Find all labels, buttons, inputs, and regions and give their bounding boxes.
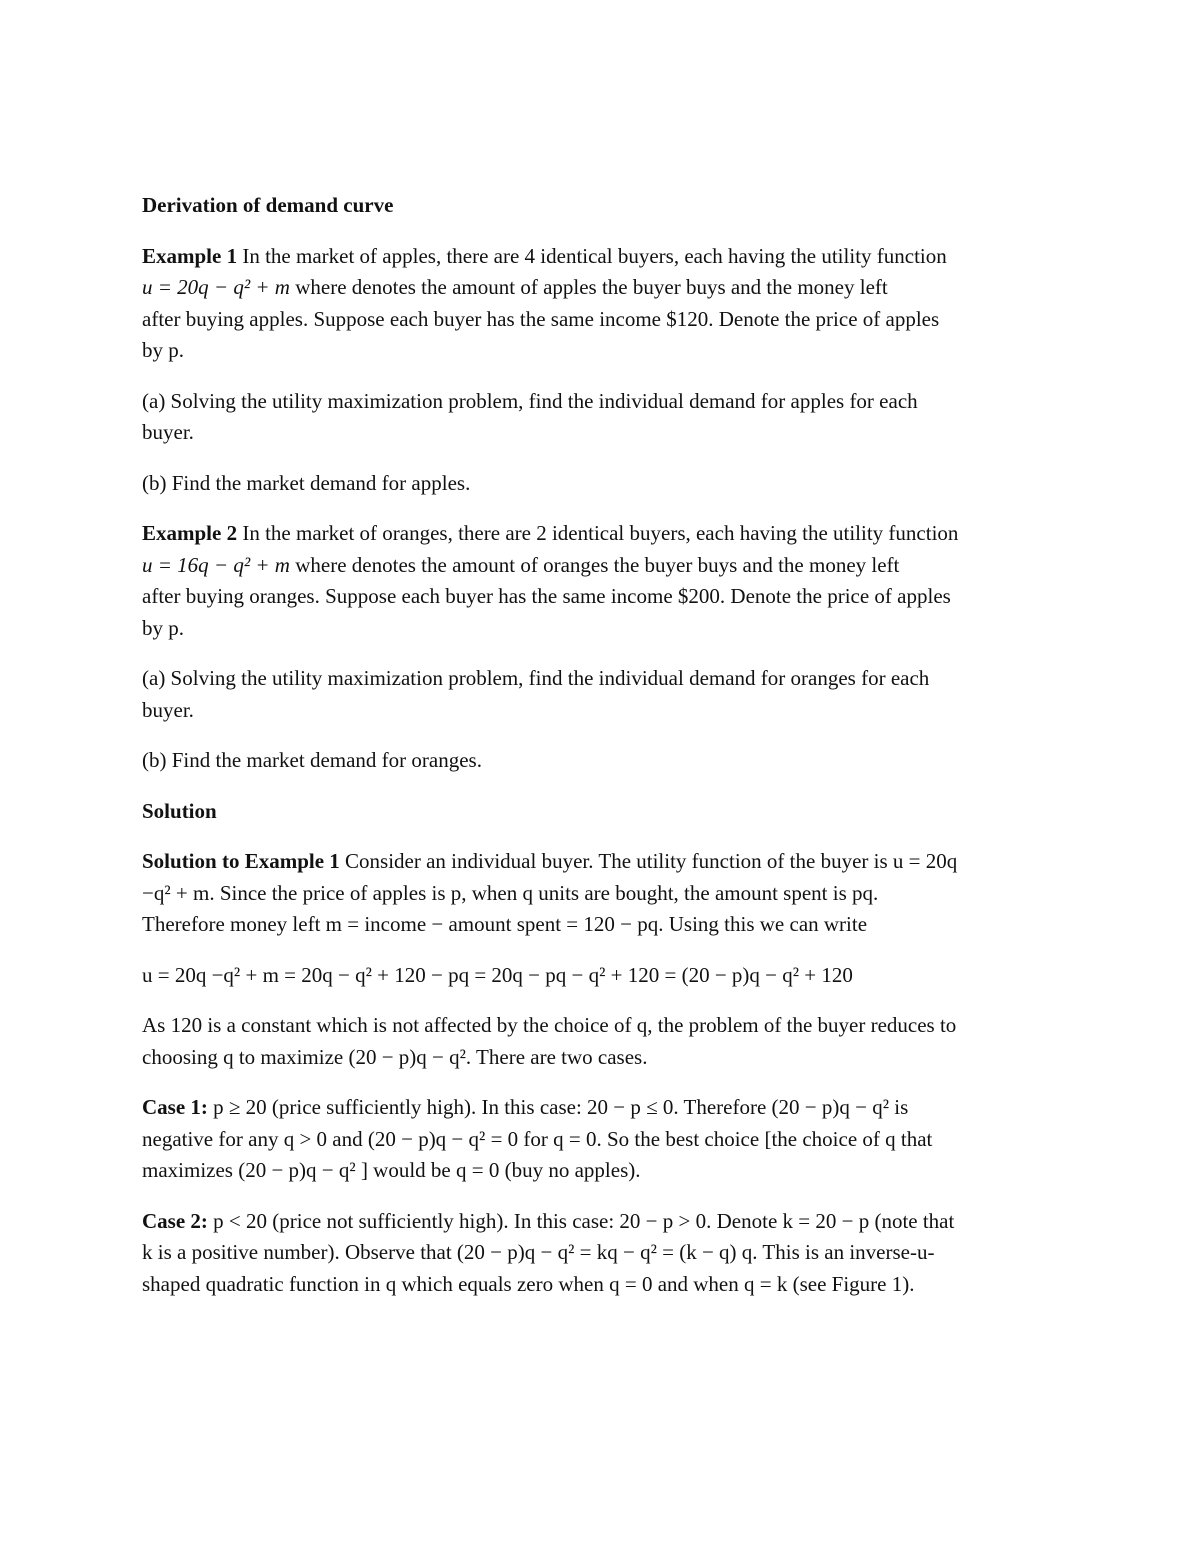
example-1-line-4: by p. bbox=[142, 338, 184, 362]
example-1-label: Example 1 bbox=[142, 243, 238, 268]
solution-1-equation: u = 20q −q² + m = 20q − q² + 120 − pq = 20q − pq − q² + 120 = (20 − p)q − q² + 120 bbox=[142, 962, 853, 987]
case-2-line-1: p < 20 (price not sufficiently high). In this case: 20 − p > 0. Denote k = 20 − p (note that bbox=[213, 1208, 955, 1233]
solution-1-line-1: Consider an individual buyer. The utility function of the buyer is u = 20q bbox=[345, 849, 958, 873]
case-2-line-2: k is a positive number). Observe that (20 − p)q − q² = kq − q² = (k − q) q. This is an inverse-u- bbox=[142, 1240, 935, 1264]
example-1 bbox=[142, 241, 1072, 367]
solution-heading: Solution bbox=[142, 798, 217, 823]
example-2-formula: u = 16q − q² + m bbox=[142, 552, 290, 577]
case-2 bbox=[142, 1206, 1072, 1301]
solution-1-label: Solution to Example 1 bbox=[142, 849, 340, 873]
example-1-line-2: where denotes the amount of apples the buyer buys and the money left bbox=[295, 275, 888, 299]
example-2-line-4: by p. bbox=[142, 615, 184, 640]
example-1-line-1: In the market of apples, there are 4 identical buyers, each having the utility function bbox=[242, 243, 947, 268]
solution-1-para-2: As 120 is a constant which is not affected by the choice of q, the problem of the buyer reduces to choosing q to maximize (20 − p)q − q². There are two cases. bbox=[142, 1013, 957, 1069]
document-body bbox=[142, 190, 1072, 1319]
case-2-label: Case 2: bbox=[142, 1208, 208, 1233]
solution-1-line-2: −q² + m. Since the price of apples is p, when q units are bought, the amount spent is pq. bbox=[142, 880, 879, 905]
example-2-line-3: after buying oranges. Suppose each buyer has the same income $200. Denote the price of apples bbox=[142, 584, 951, 608]
example-1-part-a: (a) Solving the utility maximization problem, find the individual demand for apples for each buyer. bbox=[142, 388, 918, 444]
case-1 bbox=[142, 1092, 1072, 1187]
solution-1 bbox=[142, 846, 1072, 941]
document-title: Derivation of demand curve bbox=[142, 193, 394, 217]
example-2-part-a: (a) Solving the utility maximization problem, find the individual demand for oranges for each buyer. bbox=[142, 666, 930, 722]
case-1-line-2: negative for any q > 0 and (20 − p)q − q² = 0 for q = 0. So the best choice [the choice of q that bbox=[142, 1126, 933, 1151]
example-2 bbox=[142, 518, 1072, 644]
example-2-line-1: In the market of oranges, there are 2 identical buyers, each having the utility function bbox=[242, 521, 959, 545]
example-2-line-2: where denotes the amount of oranges the buyer buys and the money left bbox=[295, 552, 900, 577]
example-1-line-3: after buying apples. Suppose each buyer has the same income $120. Denote the price of apples bbox=[142, 306, 940, 331]
example-1-formula: u = 20q − q² + m bbox=[142, 275, 290, 299]
solution-1-line-3: Therefore money left m = income − amount spent = 120 − pq. Using this we can write bbox=[142, 912, 868, 936]
example-2-label: Example 2 bbox=[142, 521, 238, 545]
example-1-part-b: (b) Find the market demand for apples. bbox=[142, 470, 471, 495]
case-1-line-3: maximizes (20 − p)q − q² ] would be q = 0 (buy no apples). bbox=[142, 1158, 641, 1182]
case-1-line-1: p ≥ 20 (price sufficiently high). In this case: 20 − p ≤ 0. Therefore (20 − p)q − q² is bbox=[213, 1095, 909, 1119]
example-2-part-b: (b) Find the market demand for oranges. bbox=[142, 748, 482, 772]
case-2-line-3: shaped quadratic function in q which equals zero when q = 0 and when q = k (see Figure 1). bbox=[142, 1271, 915, 1296]
case-1-label: Case 1: bbox=[142, 1095, 208, 1119]
